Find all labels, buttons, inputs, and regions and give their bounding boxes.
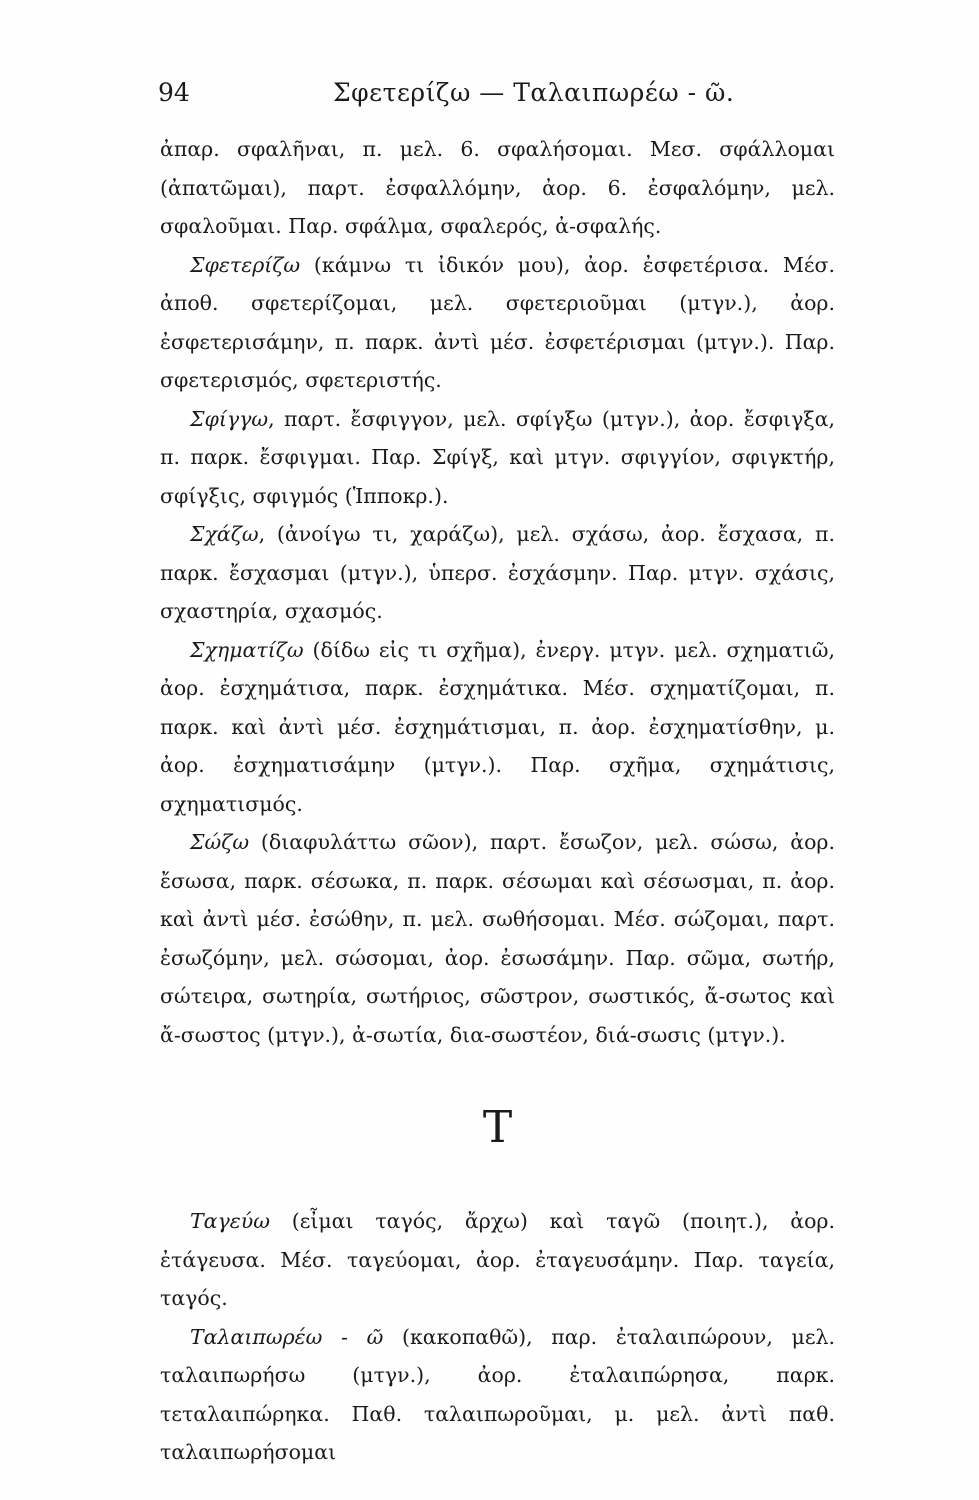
dictionary-entry	[160, 1318, 835, 1472]
dictionary-entry	[160, 631, 835, 824]
entry-headword: Ταγεύω	[190, 1209, 270, 1233]
entry-text: ἀπαρ. σφαλῆναι, π. μελ. 6. σφαλήσομαι. Μεσ. σφάλλομαι (ἀπατῶμαι), παρτ. ἐσφαλλόμην, ἀορ. 6. ἐσφαλόμην, μελ. σφαλοῦμαι. Παρ. σφάλμα, σφαλερός, ἀ-σφαλής.	[160, 137, 835, 238]
entry-headword: Σχηματίζω	[190, 637, 304, 662]
entry-text: (διαφυλάττω σῶον), παρτ. ἔσωζον, μελ. σώσω, ἀορ. ἔσωσα, παρκ. σέσωκα, π. παρκ. σέσωμαι καὶ σέσωσμαι, π. ἀορ. καὶ ἀντὶ μέσ. ἐσώθην, π. μελ. σωθήσομαι. Μέσ. σώζομαι, παρτ. ἐσωζόμην, μελ. σώσομαι, ἀορ. ἐσωσάμην. Παρ. σῶμα, σωτήρ, σώτειρα, σωτηρία, σωτήριος, σῶστρον, σωστικός, ἄ-σωτος καὶ ἄ-σωστος (μτγν.), ἀ-σωτία, δια-σωστέον, διά-σωσις (μτγν.).	[160, 830, 835, 1047]
entry-text: , παρτ. ἔσφιγγον, μελ. σφίγξω (μτγν.), ἀορ. ἔσφιγξα, π. παρκ. ἔσφιγμαι. Παρ. Σφίγξ, καὶ μτγν. σφιγγίον, σφιγκτήρ, σφίγξις, σφιγμός (Ἱπποκρ.).	[160, 406, 835, 508]
entry-headword: Σώζω	[190, 830, 250, 854]
page-header	[158, 78, 838, 118]
entry-text: (εἶμαι ταγός, ἄρχω) καὶ ταγῶ (ποιητ.), ἀορ. ἐτάγευσα. Μέσ. ταγεύομαι, ἀορ. ἐταγευσάμην. Παρ. ταγεία, ταγός.	[160, 1209, 835, 1310]
running-head: Σφετερίζω — Ταλαιπωρέω - ῶ.	[333, 78, 735, 107]
entry-headword: Ταλαιπωρέω - ῶ	[190, 1324, 384, 1349]
dictionary-entry	[160, 400, 835, 516]
page-number: 94	[158, 78, 190, 107]
entry-headword: Σχάζω	[190, 522, 259, 546]
section-letter-heading: Τ	[482, 1102, 513, 1153]
page-body	[160, 130, 835, 1472]
dictionary-entry	[160, 130, 835, 246]
dictionary-entry	[160, 823, 835, 1054]
entry-headword: Σφίγγω	[190, 406, 269, 431]
entry-text: (κακοπαθῶ), παρ. ἐταλαιπώρουν, μελ. ταλαιπωρήσω (μτγν.), ἀορ. ἐταλαιπώρησα, παρκ. τεταλαιπώρηκα. Παθ. ταλαιπωροῦμαι, μ. μελ. ἀντὶ παθ. ταλαιπωρήσομαι	[160, 1324, 836, 1464]
dictionary-entry	[160, 246, 835, 400]
entry-headword: Σφετερίζω	[190, 252, 301, 277]
dictionary-entry	[160, 1202, 835, 1318]
dictionary-entry	[160, 515, 835, 631]
entry-text: (δίδω εἰς τι σχῆμα), ἐνεργ. μτγν. μελ. σχηματιῶ, ἀορ. ἐσχημάτισα, παρκ. ἐσχημάτικα. Μέσ. σχηματίζομαι, π. παρκ. καὶ ἀντὶ μέσ. ἐσχημάτισμαι, π. ἀορ. ἐσχηματίσθην, μ. ἀορ. ἐσχηματισάμην (μτγν.). Παρ. σχῆμα, σχημάτισις, σχηματισμός.	[160, 637, 835, 816]
entry-text: , (ἀνοίγω τι, χαράζω), μελ. σχάσω, ἀορ. ἔσχασα, π. παρκ. ἔσχασμαι (μτγν.), ὑπερσ. ἐσχάσμην. Παρ. μτγν. σχάσις, σχαστηρία, σχασμός.	[160, 522, 835, 623]
entry-text: (κάμνω τι ἰδικόν μου), ἀορ. ἐσφετέρισα. Μέσ. ἀποθ. σφετερίζομαι, μελ. σφετεριοῦμαι (μτγν.), ἀορ. ἐσφετερισάμην, π. παρκ. ἀντὶ μέσ. ἐσφετέρισμαι (μτγν.). Παρ. σφετερισμός, σφετεριστής.	[160, 252, 835, 392]
